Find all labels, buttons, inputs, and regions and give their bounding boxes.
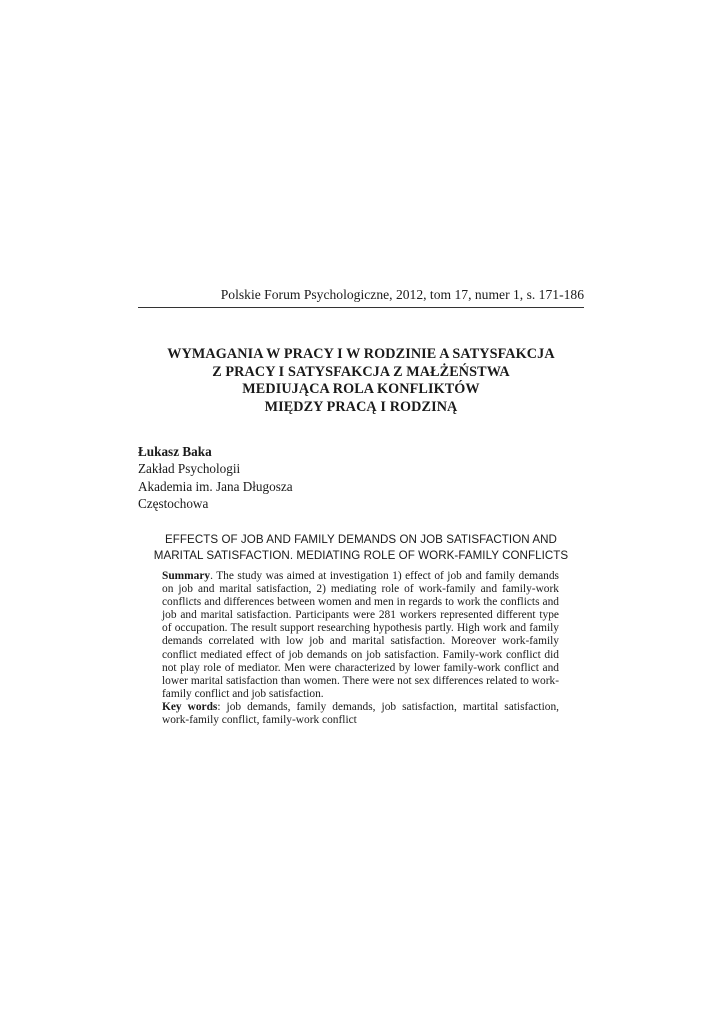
author-institution: Akademia im. Jana Długosza [138, 478, 293, 494]
keywords-paragraph [162, 701, 559, 727]
author-city: Częstochowa [138, 496, 209, 512]
summary-label: Summary [162, 570, 211, 582]
title-line: MEDIUJĄCA ROLA KONFLIKTÓW [242, 381, 480, 398]
english-title-line: EFFECTS OF JOB AND FAMILY DEMANDS ON JOB SATISFACTION AND [165, 533, 557, 546]
author-name: Łukasz Baka [138, 444, 212, 459]
title-line: WYMAGANIA W PRACY I W RODZINIE A SATYSFAKCJA [167, 346, 555, 362]
article-title [138, 346, 584, 416]
header-divider [138, 307, 584, 308]
summary-block [162, 570, 559, 727]
journal-citation: Polskie Forum Psychologiczne, 2012, tom 17, numer 1, s. 171-186 [220, 287, 584, 302]
summary-text: . The study was aimed at investigation 1) effect of job and family demands on job and marital satisfaction, 2) mediating role of work-family and family-work conflicts and differences between women and men in regards to work the conflicts and job and marital satisfaction. Participants were 281 workers represented different type of occupation. The result support researching hypothesis partly. High work and family demands correlated with low job and marital satisfaction. Moreover work-family conflict mediated effect of job demands on job satisfaction. Family-work conflict did not play role of mediator. Men were characterized by lower family-work conflict and lower marital satisfaction than women. There were not sex differences related to work-family conflict and job satisfaction. [162, 570, 559, 700]
keywords-label: Key words [162, 700, 218, 713]
english-title-line: MARITAL SATISFACTION. MEDIATING ROLE OF WORK-FAMILY CONFLICTS [153, 548, 569, 562]
title-line: Z PRACY I SATYSFAKCJA Z MAŁŻEŃSTWA [212, 363, 510, 380]
author-affiliation: Zakład Psychologii [138, 461, 241, 477]
keywords-text: : job demands, family demands, job satisfaction, martital satisfaction, work-family conflict, family-work conflict [162, 700, 559, 727]
author-block [138, 443, 438, 513]
title-line: MIĘDZY PRACĄ I RODZINĄ [264, 398, 458, 415]
summary-paragraph [162, 570, 559, 701]
english-title [138, 532, 584, 563]
